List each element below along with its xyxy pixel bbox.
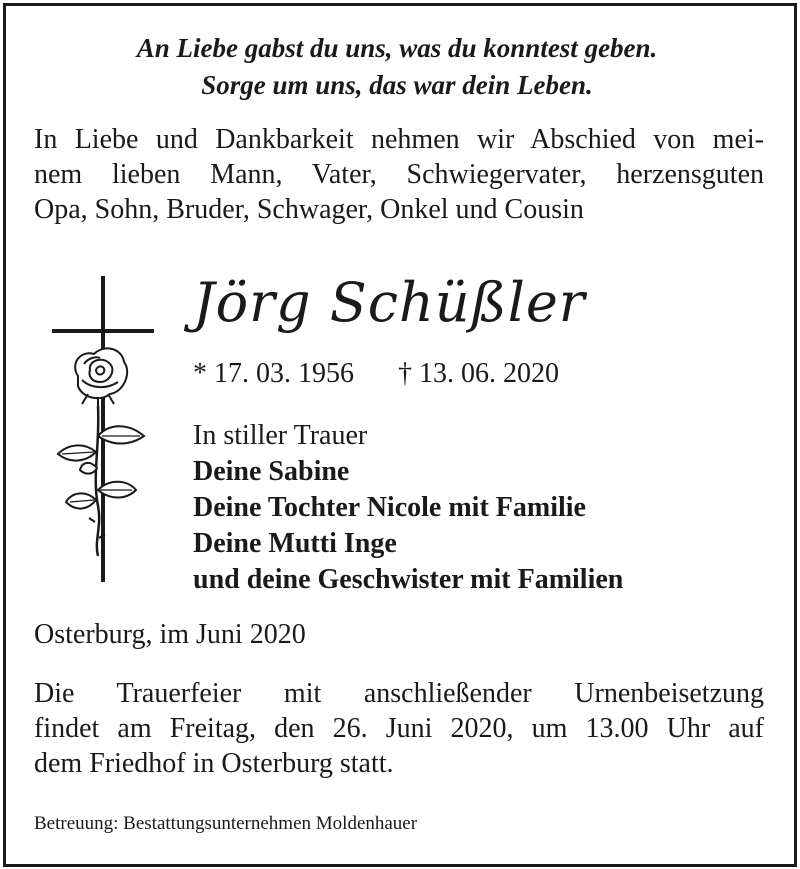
mourners-lead: In stiller Trauer	[193, 420, 368, 451]
service-info	[34, 676, 764, 781]
cross-with-rose-icon	[48, 276, 158, 586]
motto-line-1: An Liebe gabst du uns, was du konntest geben.	[136, 33, 658, 63]
service-line-2: findet am Freitag, den 26. Juni 2020, um 13.00 Uhr auf	[34, 713, 764, 744]
life-dates	[193, 357, 559, 391]
service-line-1: Die Trauerfeier mit anschließender Urnenbeisetzung	[34, 678, 764, 709]
funeral-home-credit: Betreuung: Bestattungsunternehmen Moldenhauer	[34, 813, 418, 834]
mourner-name: und deine Geschwister mit Familien	[193, 564, 624, 595]
motto	[0, 30, 794, 104]
intro-line-1: In Liebe und Dankbarkeit nehmen wir Abschied von mei-	[34, 124, 764, 155]
intro-text	[34, 122, 764, 227]
service-line-3: dem Friedhof in Osterburg statt.	[34, 748, 394, 779]
mourner-name: Deine Sabine	[193, 456, 350, 487]
mourners-block	[193, 418, 623, 598]
intro-line-3: Opa, Sohn, Bruder, Schwager, Onkel und Cousin	[34, 194, 584, 225]
birth-date: * 17. 03. 1956	[193, 358, 354, 389]
deceased-name: Jörg Schüßler	[193, 271, 586, 334]
motto-line-2: Sorge um uns, das war dein Leben.	[201, 70, 593, 100]
mourner-name: Deine Tochter Nicole mit Familie	[193, 492, 586, 523]
place-date: Osterburg, im Juni 2020	[34, 619, 306, 650]
intro-line-2: nem lieben Mann, Vater, Schwiegervater, herzensguten	[34, 159, 764, 190]
death-date: † 13. 06. 2020	[398, 358, 559, 389]
mourner-name: Deine Mutti Inge	[193, 528, 397, 559]
